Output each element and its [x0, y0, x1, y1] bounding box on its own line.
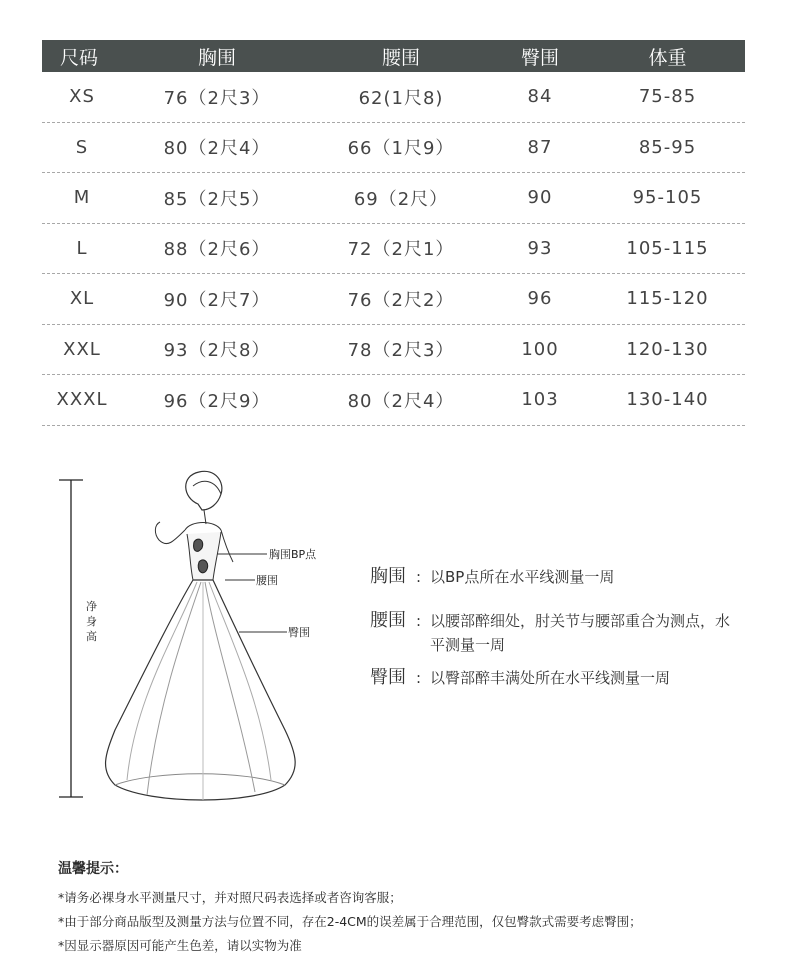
cell-bust: 85（2尺5）: [163, 188, 271, 210]
cell-weight: 75-85: [638, 86, 697, 108]
cell-hip: 96: [527, 288, 553, 310]
note-term-hip: 臀围: [370, 667, 406, 688]
note-colon: :: [416, 669, 422, 687]
cell-size: XS: [69, 86, 95, 108]
height-label-2: 身: [86, 615, 97, 628]
cell-hip: 93: [527, 237, 553, 259]
table-row: [42, 274, 745, 325]
cell-bust: 76（2尺3）: [163, 87, 271, 109]
cell-weight: 130-140: [626, 389, 709, 411]
cell-waist: 62(1尺8): [358, 87, 444, 109]
gown-illustration: [55, 470, 355, 815]
cell-size: S: [75, 136, 89, 158]
cell-waist: 78（2尺3）: [347, 340, 455, 362]
cell-size: XXXL: [56, 389, 108, 411]
cell-hip: 84: [527, 86, 553, 108]
note-waist: [370, 609, 740, 657]
header-weight: 体重: [648, 46, 687, 69]
warm-tips: [58, 858, 778, 958]
cell-size: XXL: [63, 338, 101, 360]
tips-title: 温馨提示：: [58, 861, 128, 877]
cell-hip: 103: [521, 389, 559, 411]
note-body-bust: 以BP点所在水平线测量一周: [430, 568, 615, 586]
cell-waist: 80（2尺4）: [347, 390, 455, 412]
cell-weight: 105-115: [626, 237, 709, 259]
height-label-3: 高: [86, 630, 97, 643]
table-row: [42, 224, 745, 275]
cell-hip: 90: [527, 187, 553, 209]
size-chart-table: [42, 40, 745, 426]
tip-item: *请务必裸身水平测量尺寸，并对照尺码表选择或者咨询客服；: [58, 890, 402, 905]
cell-size: M: [73, 187, 91, 209]
note-colon: :: [416, 612, 422, 630]
cell-waist: 66（1尺9）: [347, 138, 455, 160]
bust-bp-label: 胸围BP点: [269, 548, 317, 561]
cell-size: L: [76, 237, 88, 259]
table-row: [42, 72, 745, 123]
height-label-1: 净: [86, 600, 97, 613]
cell-weight: 115-120: [626, 288, 709, 310]
note-term-waist: 腰围: [370, 610, 406, 631]
header-bust: 胸围: [197, 46, 236, 69]
cell-waist: 72（2尺1）: [347, 239, 455, 261]
note-body-waist: 以腰部醉细处，肘关节与腰部重合为测点，水平测量一周: [430, 612, 731, 654]
tip-item: *由于部分商品版型及测量方法与位置不同，存在2-4CM的误差属于合理范围，仅包臀款式需要考虑臀围；: [58, 914, 642, 929]
cell-size: XL: [69, 288, 95, 310]
cell-hip: 100: [521, 338, 559, 360]
table-header: [42, 40, 745, 72]
header-hip: 臀围: [520, 46, 559, 69]
waist-label: 腰围: [256, 574, 278, 587]
tip-item: *因显示器原因可能产生色差，请以实物为准: [58, 938, 302, 953]
table-row: [42, 123, 745, 174]
cell-bust: 80（2尺4）: [163, 138, 271, 160]
header-size: 尺码: [60, 46, 99, 69]
cell-hip: 87: [527, 136, 553, 158]
cell-bust: 93（2尺8）: [163, 340, 271, 362]
note-term-bust: 胸围: [370, 566, 406, 587]
header-waist: 腰围: [381, 46, 420, 69]
cell-weight: 95-105: [632, 187, 703, 209]
note-hip: [370, 666, 740, 690]
note-bust: [370, 565, 740, 589]
note-body-hip: 以臀部醉丰满处所在水平线测量一周: [430, 669, 671, 687]
cell-weight: 120-130: [626, 338, 709, 360]
hip-label: 臀围: [288, 626, 310, 639]
note-colon: :: [416, 568, 422, 586]
cell-bust: 88（2尺6）: [163, 239, 271, 261]
cell-weight: 85-95: [638, 136, 697, 158]
cell-bust: 90（2尺7）: [163, 289, 271, 311]
cell-waist: 76（2尺2）: [347, 289, 455, 311]
measurement-figure: [55, 470, 355, 815]
cell-waist: 69（2尺）: [353, 188, 449, 210]
table-row: [42, 375, 745, 426]
table-row: [42, 173, 745, 224]
table-row: [42, 325, 745, 376]
cell-bust: 96（2尺9）: [163, 390, 271, 412]
measurement-notes: [370, 565, 740, 699]
